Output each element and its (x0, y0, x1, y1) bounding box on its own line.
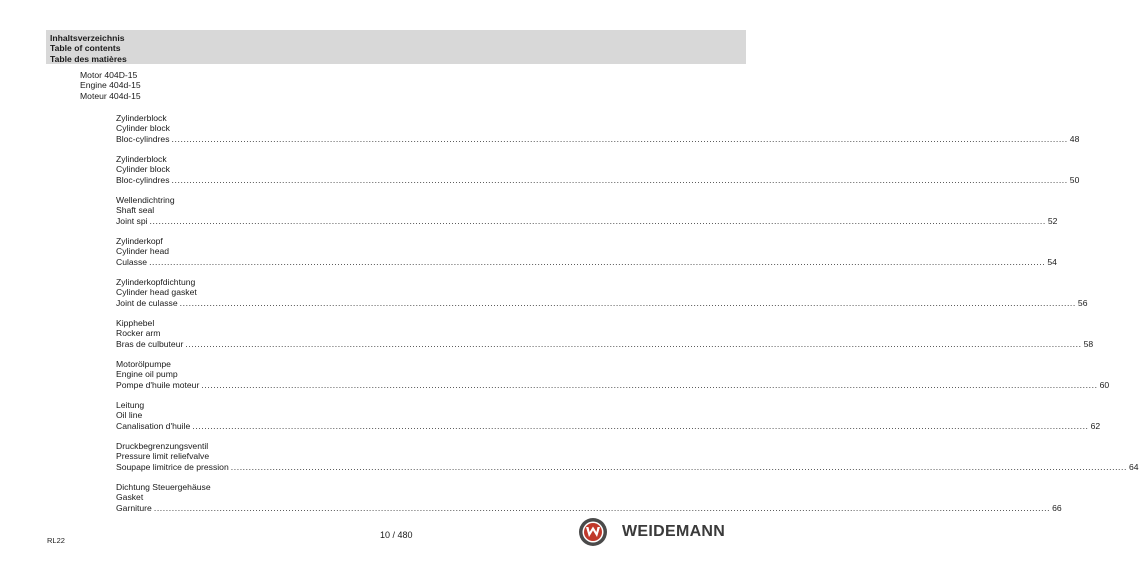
dot-leader: ............................................................................................................................................................................................................................................................................................................ (153, 502, 1051, 513)
entry-title-en: Oil line (116, 410, 143, 421)
entry-title-fr: Bloc-cylindres (116, 174, 170, 185)
entry-title-en: Cylinder block (116, 123, 170, 134)
toc-entry[interactable] (116, 113, 1080, 154)
entry-page-number[interactable]: 52 (1047, 215, 1058, 226)
entry-title-fr: Bloc-cylindres (116, 133, 170, 144)
entry-title-en: Pressure limit reliefvalve (116, 451, 210, 462)
entry-title-de: Zylinderkopfdichtung (116, 277, 196, 287)
entry-page-number[interactable]: 58 (1083, 338, 1094, 349)
entry-page-number[interactable]: 62 (1090, 420, 1101, 431)
toc-entry[interactable] (116, 154, 1080, 195)
entry-page-number[interactable]: 56 (1077, 297, 1088, 308)
dot-leader: ............................................................................................................................................................................................................................................................................................................ (149, 256, 1046, 267)
entry-line-fr (116, 133, 1080, 144)
entry-page-number[interactable]: 60 (1099, 379, 1110, 390)
dot-leader: ............................................................................................................................................................................................................................................................................................................ (201, 379, 1098, 390)
section-title-de: Motor 404D-15 (80, 70, 138, 80)
entry-title-en: Cylinder head gasket (116, 287, 197, 298)
dot-leader: ............................................................................................................................................................................................................................................................................................................ (171, 174, 1068, 185)
entry-title-de: Leitung (116, 400, 145, 410)
entry-line-fr (116, 215, 1058, 226)
entry-title-fr: Pompe d'huile moteur (116, 379, 200, 390)
toc-entry[interactable] (116, 359, 1110, 400)
entry-title-de: Zylinderblock (116, 113, 167, 123)
entry-line-fr (116, 502, 1062, 513)
entry-page-number[interactable]: 64 (1129, 461, 1139, 472)
entry-title-de: Kipphebel (116, 318, 155, 328)
entry-title-fr: Soupape limitrice de pression (116, 461, 229, 472)
brand-name: WEIDEMANN (622, 523, 726, 540)
entry-page-number[interactable]: 50 (1069, 174, 1080, 185)
entry-title-fr: Joint de culasse (116, 297, 178, 308)
entry-line-fr (116, 256, 1057, 267)
toc-title-fr: Table des matières (50, 53, 127, 64)
dot-leader: ............................................................................................................................................................................................................................................................................................................ (171, 133, 1068, 144)
entry-title-fr: Culasse (116, 256, 148, 267)
toc-entry[interactable] (116, 236, 1057, 277)
dot-leader: ............................................................................................................................................................................................................................................................................................................ (179, 297, 1076, 308)
document-code: RL22 (47, 536, 65, 545)
entry-title-en: Gasket (116, 492, 144, 503)
entry-title-fr: Canalisation d'huile (116, 420, 191, 431)
toc-entry[interactable] (116, 441, 1139, 482)
page-counter: 10 / 480 (380, 530, 413, 540)
toc-entry-list (116, 113, 1139, 523)
weidemann-w-logo-icon (578, 517, 608, 547)
toc-header (46, 30, 746, 64)
entry-line-fr (116, 379, 1110, 390)
entry-page-number[interactable]: 66 (1052, 502, 1062, 513)
entry-title-de: Dichtung Steuergehäuse (116, 482, 211, 492)
entry-page-number[interactable]: 54 (1047, 256, 1057, 267)
entry-title-fr: Joint spi (116, 215, 148, 226)
entry-title-de: Zylinderblock (116, 154, 167, 164)
entry-line-fr (116, 420, 1101, 431)
section-title-fr: Moteur 404d-15 (80, 90, 141, 101)
toc-entry[interactable] (116, 318, 1094, 359)
entry-title-de: Motorölpumpe (116, 359, 171, 369)
toc-entry[interactable] (116, 277, 1088, 318)
weidemann-logo (578, 517, 746, 547)
entry-title-fr: Garniture (116, 502, 152, 513)
dot-leader: ............................................................................................................................................................................................................................................................................................................ (185, 338, 1082, 349)
entry-title-en: Rocker arm (116, 328, 161, 339)
entry-title-de: Druckbegrenzungsventil (116, 441, 209, 451)
toc-title-de: Inhaltsverzeichnis (50, 33, 125, 43)
entry-title-en: Cylinder block (116, 164, 170, 175)
entry-title-en: Engine oil pump (116, 369, 178, 380)
entry-line-fr (116, 174, 1080, 185)
section-heading (80, 70, 141, 101)
dot-leader: ............................................................................................................................................................................................................................................................................................................ (192, 420, 1089, 431)
entry-title-en: Cylinder head (116, 246, 170, 257)
entry-line-fr (116, 297, 1088, 308)
dot-leader: ............................................................................................................................................................................................................................................................................................................ (149, 215, 1046, 226)
entry-title-fr: Bras de culbuteur (116, 338, 184, 349)
entry-page-number[interactable]: 48 (1069, 133, 1080, 144)
entry-title-de: Wellendichtring (116, 195, 175, 205)
entry-title-en: Shaft seal (116, 205, 155, 216)
entry-title-de: Zylinderkopf (116, 236, 163, 246)
toc-title-en: Table of contents (50, 43, 121, 54)
entry-line-fr (116, 338, 1094, 349)
toc-entry[interactable] (116, 400, 1101, 441)
dot-leader: ............................................................................................................................................................................................................................................................................................................ (230, 461, 1128, 472)
entry-line-fr (116, 461, 1139, 472)
section-title-en: Engine 404d-15 (80, 80, 141, 91)
toc-entry[interactable] (116, 195, 1058, 236)
